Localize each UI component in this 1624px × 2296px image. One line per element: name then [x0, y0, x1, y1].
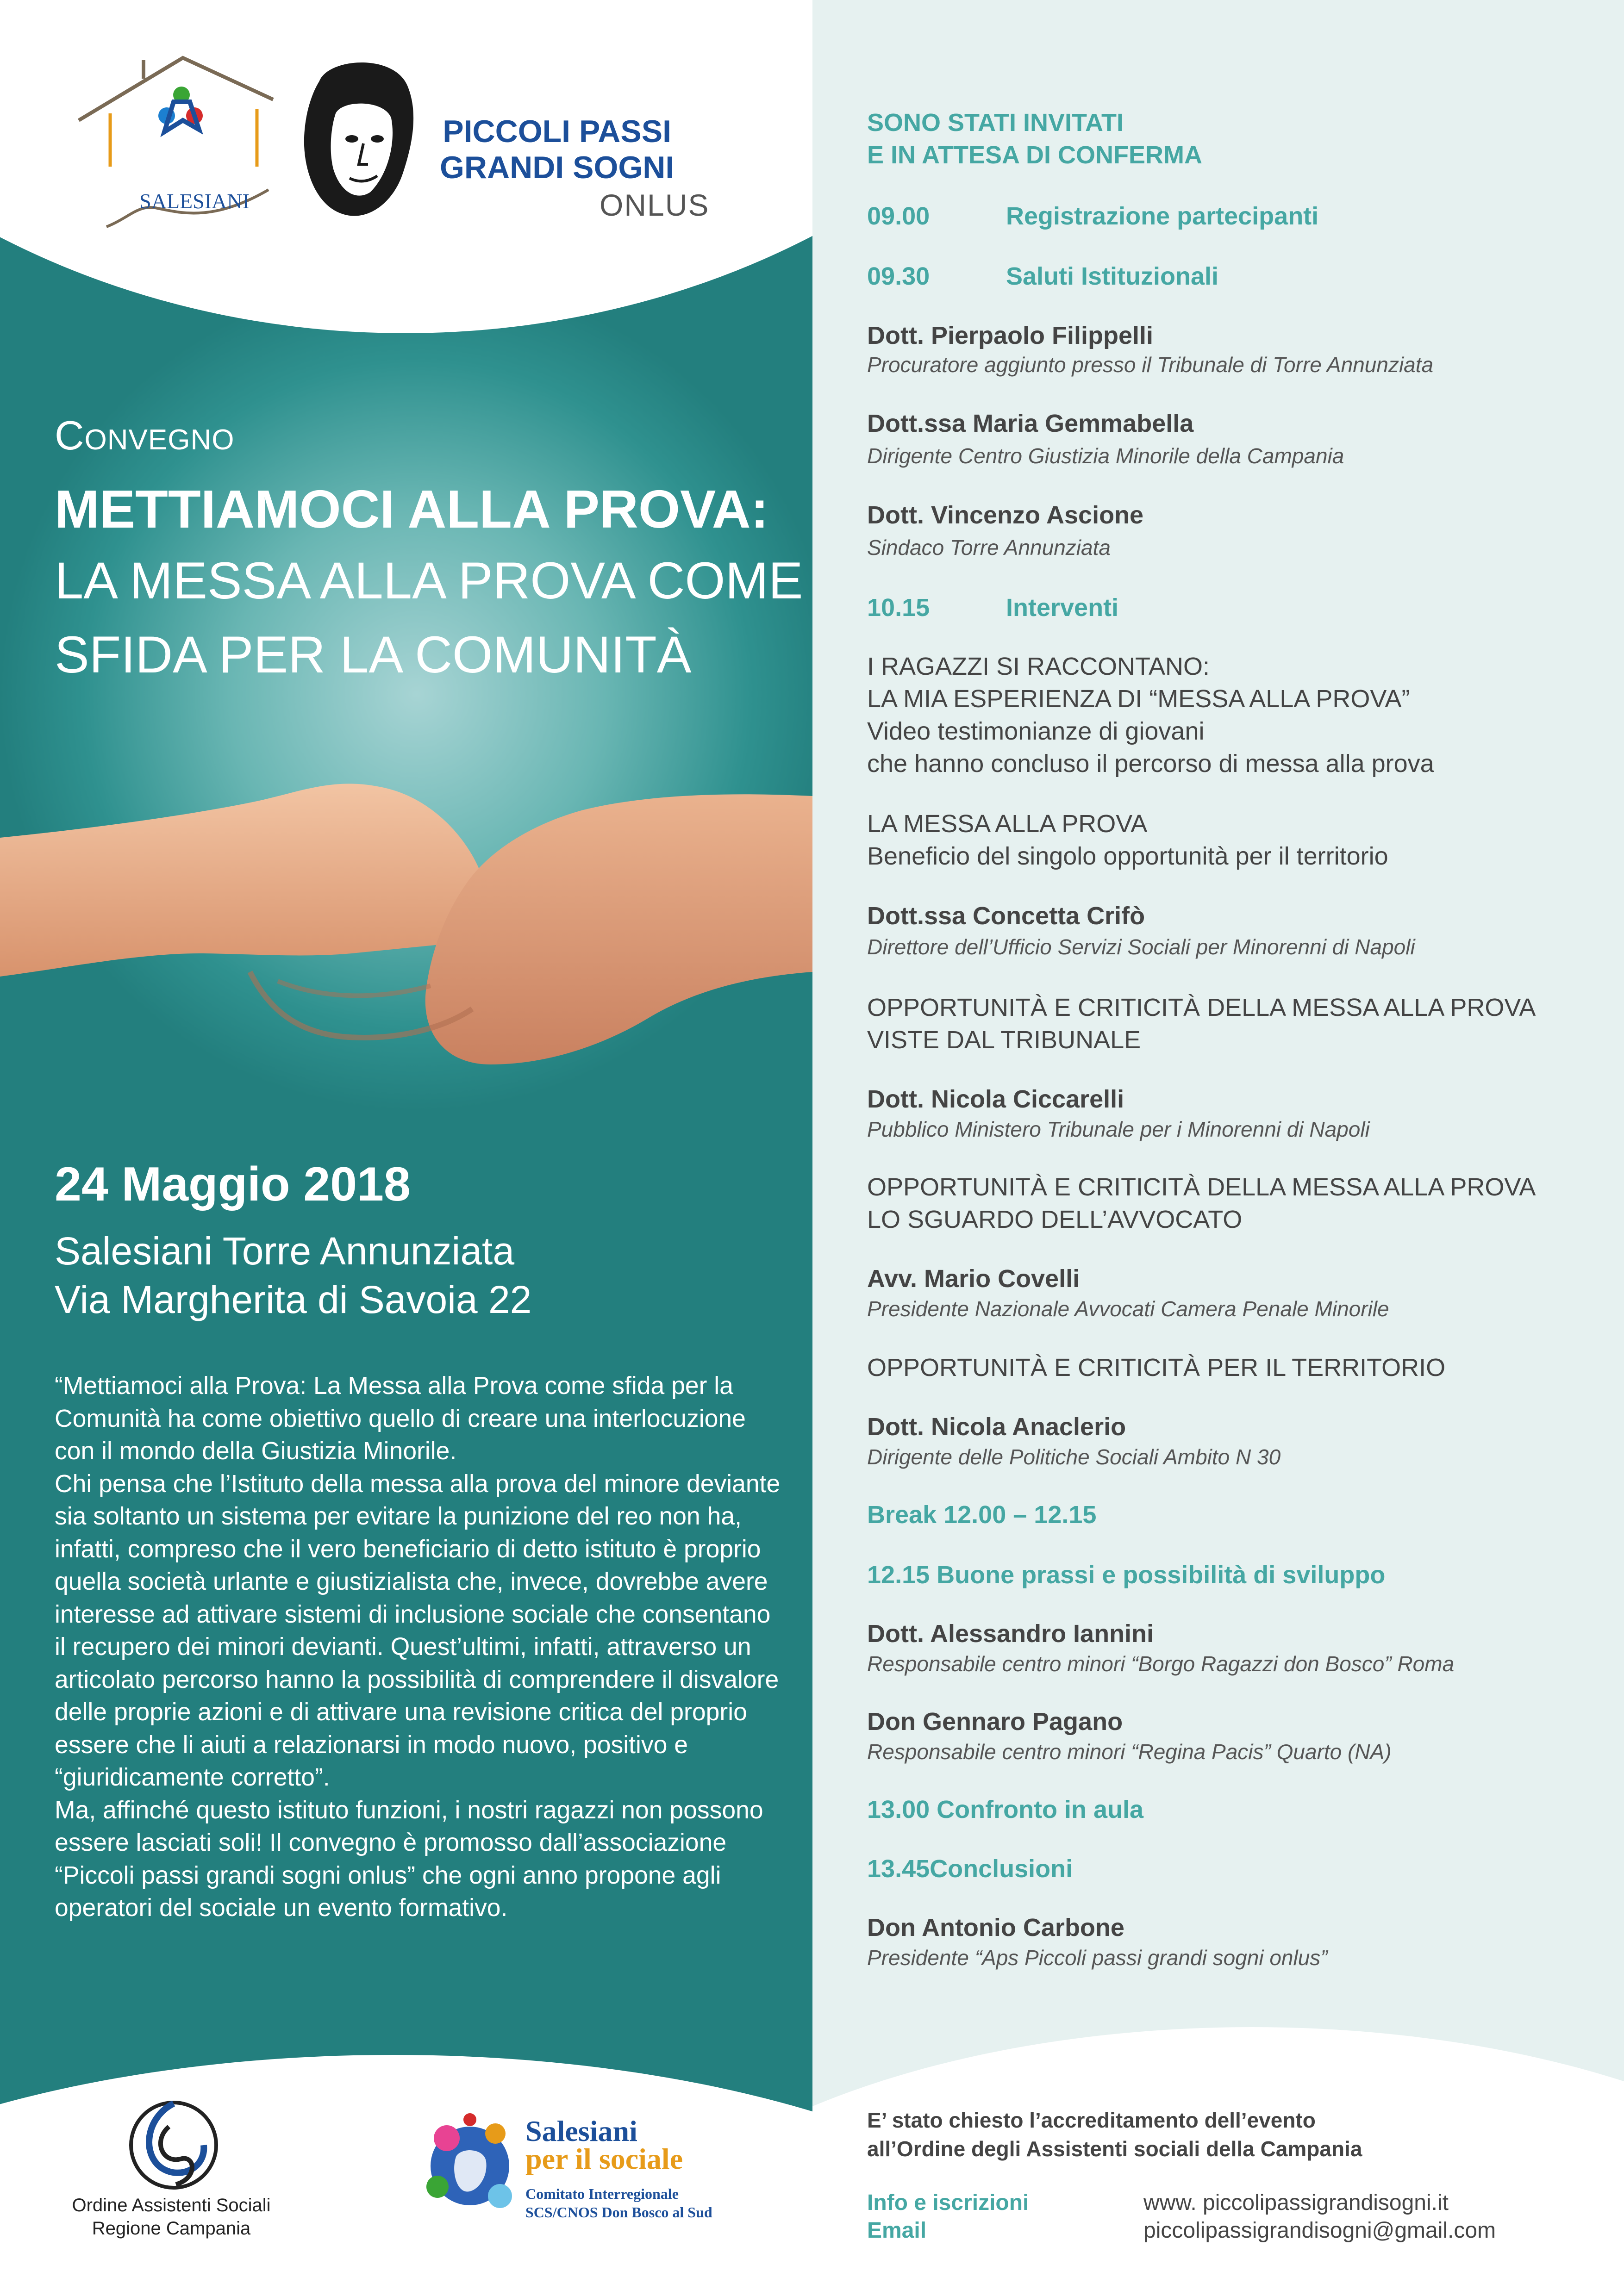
session-block: [867, 1351, 1445, 1384]
event-subtitle-line2: SFIDA PER LA COMUNITÀ: [55, 626, 692, 684]
speaker-name: Dott. Nicola Ciccarelli: [867, 1085, 1124, 1113]
speaker-name: Don Antonio Carbone: [867, 1914, 1124, 1941]
break-slot: Break 12.00 – 12.15: [867, 1501, 1097, 1529]
oas-line2: Regione Campania: [92, 2218, 251, 2239]
session-line: I RAGAZZI SI RACCONTANO:: [867, 653, 1210, 680]
handshake-image: [0, 759, 812, 1139]
session-line: OPPORTUNITÀ E CRITICITÀ DELLA MESSA ALLA PROVA: [867, 1173, 1536, 1201]
bottom-white-curve: [0, 2055, 812, 2296]
sal-sub-line2: SCS/CNOS Don Bosco al Sud: [525, 2204, 712, 2221]
program-slot: 13.45Conclusioni: [867, 1855, 1073, 1883]
org-name-line2: GRANDI SOGNI: [440, 150, 675, 185]
speaker-role: Dirigente delle Politiche Sociali Ambito N 30: [867, 1445, 1281, 1469]
speaker: [867, 1263, 1389, 1323]
slot-label: Registrazione partecipanti: [1006, 202, 1319, 230]
contact-labels: [867, 2189, 1029, 2245]
venue-address: Via Margherita di Savoia 22: [55, 1278, 532, 1321]
session-line: Beneficio del singolo opportunità per il territorio: [867, 842, 1388, 870]
speaker-name: Dott. Pierpaolo Filippelli: [867, 322, 1154, 349]
speaker: [867, 319, 1433, 378]
speaker-name: Avv. Mario Covelli: [867, 1265, 1080, 1293]
speaker-role: Responsabile centro minori “Regina Pacis” Quarto (NA): [867, 1740, 1392, 1764]
salesiani-word: SALESIANI: [139, 189, 250, 213]
session-block: [867, 991, 1536, 1056]
slot-time: 10.15: [867, 594, 930, 622]
speaker-role: Procuratore aggiunto presso il Tribunale di Torre Annunziata: [867, 353, 1434, 377]
program-slot: 13.00 Confronto in aula: [867, 1796, 1144, 1823]
oas-line1: Ordine Assistenti Sociali: [72, 2195, 271, 2215]
salesiani-house-logo: [74, 51, 306, 245]
program-slot: [867, 200, 1318, 232]
session-line: LA MESSA ALLA PROVA: [867, 810, 1148, 838]
don-bosco-portrait: [292, 53, 426, 229]
event-date: 24 Maggio 2018: [55, 1157, 411, 1211]
session-line: LO SGUARDO DELL’AVVOCATO: [867, 1206, 1243, 1233]
invited-line2: E IN ATTESA DI CONFERMA: [867, 141, 1202, 169]
session-line: Video testimonianze di giovani: [867, 717, 1205, 745]
program-slot: 12.15 Buone prassi e possibilità di sviluppo: [867, 1561, 1386, 1589]
slot-time: 09.30: [867, 262, 930, 290]
session-line: LA MIA ESPERIENZA DI “MESSA ALLA PROVA”: [867, 685, 1410, 713]
speaker-name: Dott.ssa Maria Gemmabella: [867, 410, 1194, 437]
contact-values: [1143, 2189, 1496, 2245]
ordine-assistenti-sociali-text: [51, 2194, 292, 2240]
salesiani-per-il-sociale-logo: [414, 2106, 523, 2226]
description-paragraph: “Mettiamoci alla Prova: La Messa alla Prova come sfida per la Comunità ha come obiettivo quello di creare una interlocuzione con il mondo della Giustizia Minorile.: [55, 1372, 746, 1465]
session-line: che hanno concluso il percorso di messa alla prova: [867, 750, 1434, 778]
session-block: [867, 808, 1388, 872]
accreditation-note: [867, 2106, 1362, 2163]
speaker: [867, 1083, 1370, 1143]
speaker: [867, 1705, 1392, 1766]
description-paragraph: Ma, affinché questo istituto funzioni, i nostri ragazzi non possono essere lasciati soli! Il convegno è promosso dall’associazione “Piccoli passi grandi sogni onlus” che ogni anno propone agli operatori del sociale un evento formativo.: [55, 1796, 763, 1922]
speaker: [867, 900, 1415, 962]
speaker: [867, 1411, 1280, 1471]
sal-title-line2: per il sociale: [525, 2142, 683, 2175]
event-description: [55, 1370, 786, 1925]
speaker-role: Dirigente Centro Giustizia Minorile della Campania: [867, 444, 1344, 468]
session-block: [867, 650, 1434, 780]
invited-heading: [867, 106, 1202, 171]
speaker-role: Responsabile centro minori “Borgo Ragazzi don Bosco” Roma: [867, 1652, 1455, 1676]
slot-time: 09.00: [867, 202, 930, 230]
ordine-assistenti-sociali-logo: [125, 2099, 222, 2191]
speaker: [867, 499, 1143, 564]
email-link[interactable]: piccolipassigrandisogni@gmail.com: [1143, 2218, 1496, 2243]
speaker-role: Presidente “Aps Piccoli passi grandi sogni onlus”: [867, 1946, 1328, 1970]
speaker-name: Dott.ssa Concetta Crifò: [867, 902, 1145, 930]
speaker-name: Dott. Vincenzo Ascione: [867, 501, 1144, 529]
session-line: VISTE DAL TRIBUNALE: [867, 1026, 1141, 1054]
venue-name: Salesiani Torre Annunziata: [55, 1229, 515, 1273]
speaker-name: Dott. Alessandro Iannini: [867, 1620, 1154, 1648]
speaker-role: Pubblico Ministero Tribunale per i Minorenni di Napoli: [867, 1117, 1370, 1141]
website-link[interactable]: www. piccolipassigrandisogni.it: [1143, 2190, 1449, 2215]
program-slot: [867, 260, 1218, 292]
sal-sub-line1: Comitato Interregionale: [525, 2185, 679, 2202]
org-logo-text: [440, 113, 674, 186]
speaker-name: Dott. Nicola Anaclerio: [867, 1413, 1126, 1441]
speaker-role: Sindaco Torre Annunziata: [867, 535, 1111, 560]
description-paragraph: Chi pensa che l’Istituto della messa alla prova del minore deviante sia soltanto un sistema per evitare la punizione del reo non ha, infatti, compreso che il vero beneficiario di detto istituto è proprio quella società urlante e giustizialista che, invece, dovrebbe avere interesse ad attivare sistemi di inclusione sociale che consentano il recupero dei minori devianti. Quest’ultimi, infatti, attraverso un articolato percorso hanno la possibilità di comprendere il disvalore delle proprie azioni e di attivare una revisione critica del proprio essere che li aiuti a relazionarsi in modo nuovo, positivo e “giuridicamente corretto”.: [55, 1470, 781, 1791]
info-label: Info e iscrizioni: [867, 2190, 1029, 2215]
salesiani-sociale-title: [525, 2117, 683, 2173]
event-kicker: Convegno: [55, 412, 235, 458]
session-block: [867, 1171, 1536, 1236]
event-subtitle-line1: LA MESSA ALLA PROVA COME: [55, 552, 803, 610]
speaker: [867, 1618, 1454, 1678]
salesiani-sociale-subtitle: [525, 2184, 712, 2221]
org-name-line1: PICCOLI PASSI: [443, 114, 671, 149]
invited-line1: SONO STATI INVITATI: [867, 109, 1124, 137]
slot-label: Interventi: [1006, 594, 1119, 622]
sal-title-line1: Salesiani: [525, 2115, 637, 2147]
speaker: [867, 1911, 1328, 1972]
program-slot: [867, 591, 1118, 624]
speaker-role: Direttore dell’Ufficio Servizi Sociali per Minorenni di Napoli: [867, 935, 1415, 959]
speaker-name: Don Gennaro Pagano: [867, 1708, 1123, 1736]
slot-label: Saluti Istituzionali: [1006, 262, 1219, 290]
accreditation-line2: all’Ordine degli Assistenti sociali della Campania: [867, 2137, 1362, 2161]
email-label: Email: [867, 2218, 927, 2243]
session-line: OPPORTUNITÀ E CRITICITÀ DELLA MESSA ALLA PROVA: [867, 994, 1536, 1021]
event-title: METTIAMOCI ALLA PROVA:: [55, 479, 769, 539]
speaker-role: Presidente Nazionale Avvocati Camera Penale Minorile: [867, 1297, 1389, 1321]
session-line: OPPORTUNITÀ E CRITICITÀ PER IL TERRITORIO: [867, 1354, 1446, 1381]
accreditation-line1: E’ stato chiesto l’accreditamento dell’evento: [867, 2108, 1316, 2132]
org-name-line3: ONLUS: [600, 188, 710, 222]
speaker: [867, 407, 1344, 472]
